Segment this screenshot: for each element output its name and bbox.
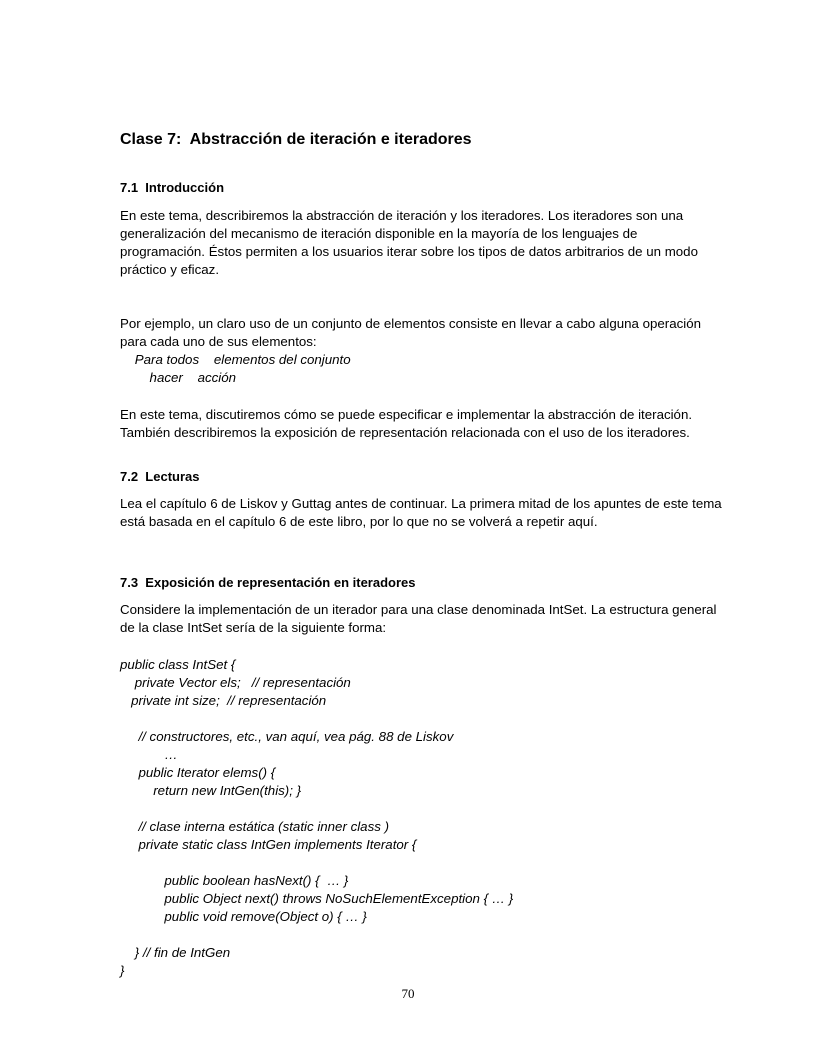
code-line: public Object next() throws NoSuchElementException { … } xyxy=(120,891,514,906)
java-code-block xyxy=(120,656,722,980)
code-line: public void remove(Object o) { … } xyxy=(120,909,367,924)
document-content xyxy=(120,130,722,980)
code-line: … xyxy=(120,747,178,762)
code-line: } // fin de IntGen xyxy=(120,945,231,960)
code-line xyxy=(120,926,722,944)
section-heading-7-2: 7.2 Lecturas xyxy=(120,469,200,484)
paragraph-lecturas: Lea el capítulo 6 de Liskov y Guttag antes de continuar. La primera mitad de los apuntes de este tema está basada en el capítulo 6 de este libro, por lo que no se volverá a repetir aquí. xyxy=(120,496,722,529)
code-line: return new IntGen(this); } xyxy=(120,783,302,798)
paragraph-intro-1: En este tema, describiremos la abstracción de iteración y los iteradores. Los iteradores son una generalización del mecanismo de iteración disponible en la mayoría de los lenguajes de programación. Éstos permiten a los usuarios iterar sobre los tipos de datos arbitrarios de un modo práctico y eficaz. xyxy=(120,208,698,277)
code-line: public Iterator elems() { xyxy=(120,765,276,780)
code-line: private static class IntGen implements Iterator { xyxy=(120,837,417,852)
code-line: } xyxy=(120,963,125,978)
code-line: // clase interna estática (static inner class ) xyxy=(120,819,389,834)
page-number: 70 xyxy=(401,986,415,1001)
code-line: public boolean hasNext() { … } xyxy=(120,873,349,888)
pseudocode-block xyxy=(120,351,722,387)
paragraph-exposicion: Considere la implementación de un iterador para una clase denominada IntSet. La estructura general de la clase IntSet sería de la siguiente forma: xyxy=(120,602,717,635)
paragraph-intro-3: En este tema, discutiremos cómo se puede especificar e implementar la abstracción de iteración. También describiremos la exposición de representación relacionada con el uso de los iteradores. xyxy=(120,407,693,440)
paragraph-intro-2: Por ejemplo, un claro uso de un conjunto de elementos consiste en llevar a cabo alguna operación para cada uno de sus elementos: xyxy=(120,316,702,349)
code-line xyxy=(120,800,722,818)
page-title: Clase 7: Abstracción de iteración e iteradores xyxy=(120,131,472,148)
pseudocode-line: Para todos elementos del conjunto xyxy=(120,352,351,367)
code-line: private Vector els; // representación xyxy=(120,675,351,690)
code-line xyxy=(120,854,722,872)
code-line: public class IntSet { xyxy=(120,657,236,672)
code-line: private int size; // representación xyxy=(120,693,327,708)
section-heading-7-3: 7.3 Exposición de representación en iteradores xyxy=(120,575,416,590)
pseudocode-line: hacer acción xyxy=(120,370,237,385)
section-heading-7-1: 7.1 Introducción xyxy=(120,180,225,195)
code-line: // constructores, etc., van aquí, vea pág. 88 de Liskov xyxy=(120,729,454,744)
code-line xyxy=(120,710,722,728)
